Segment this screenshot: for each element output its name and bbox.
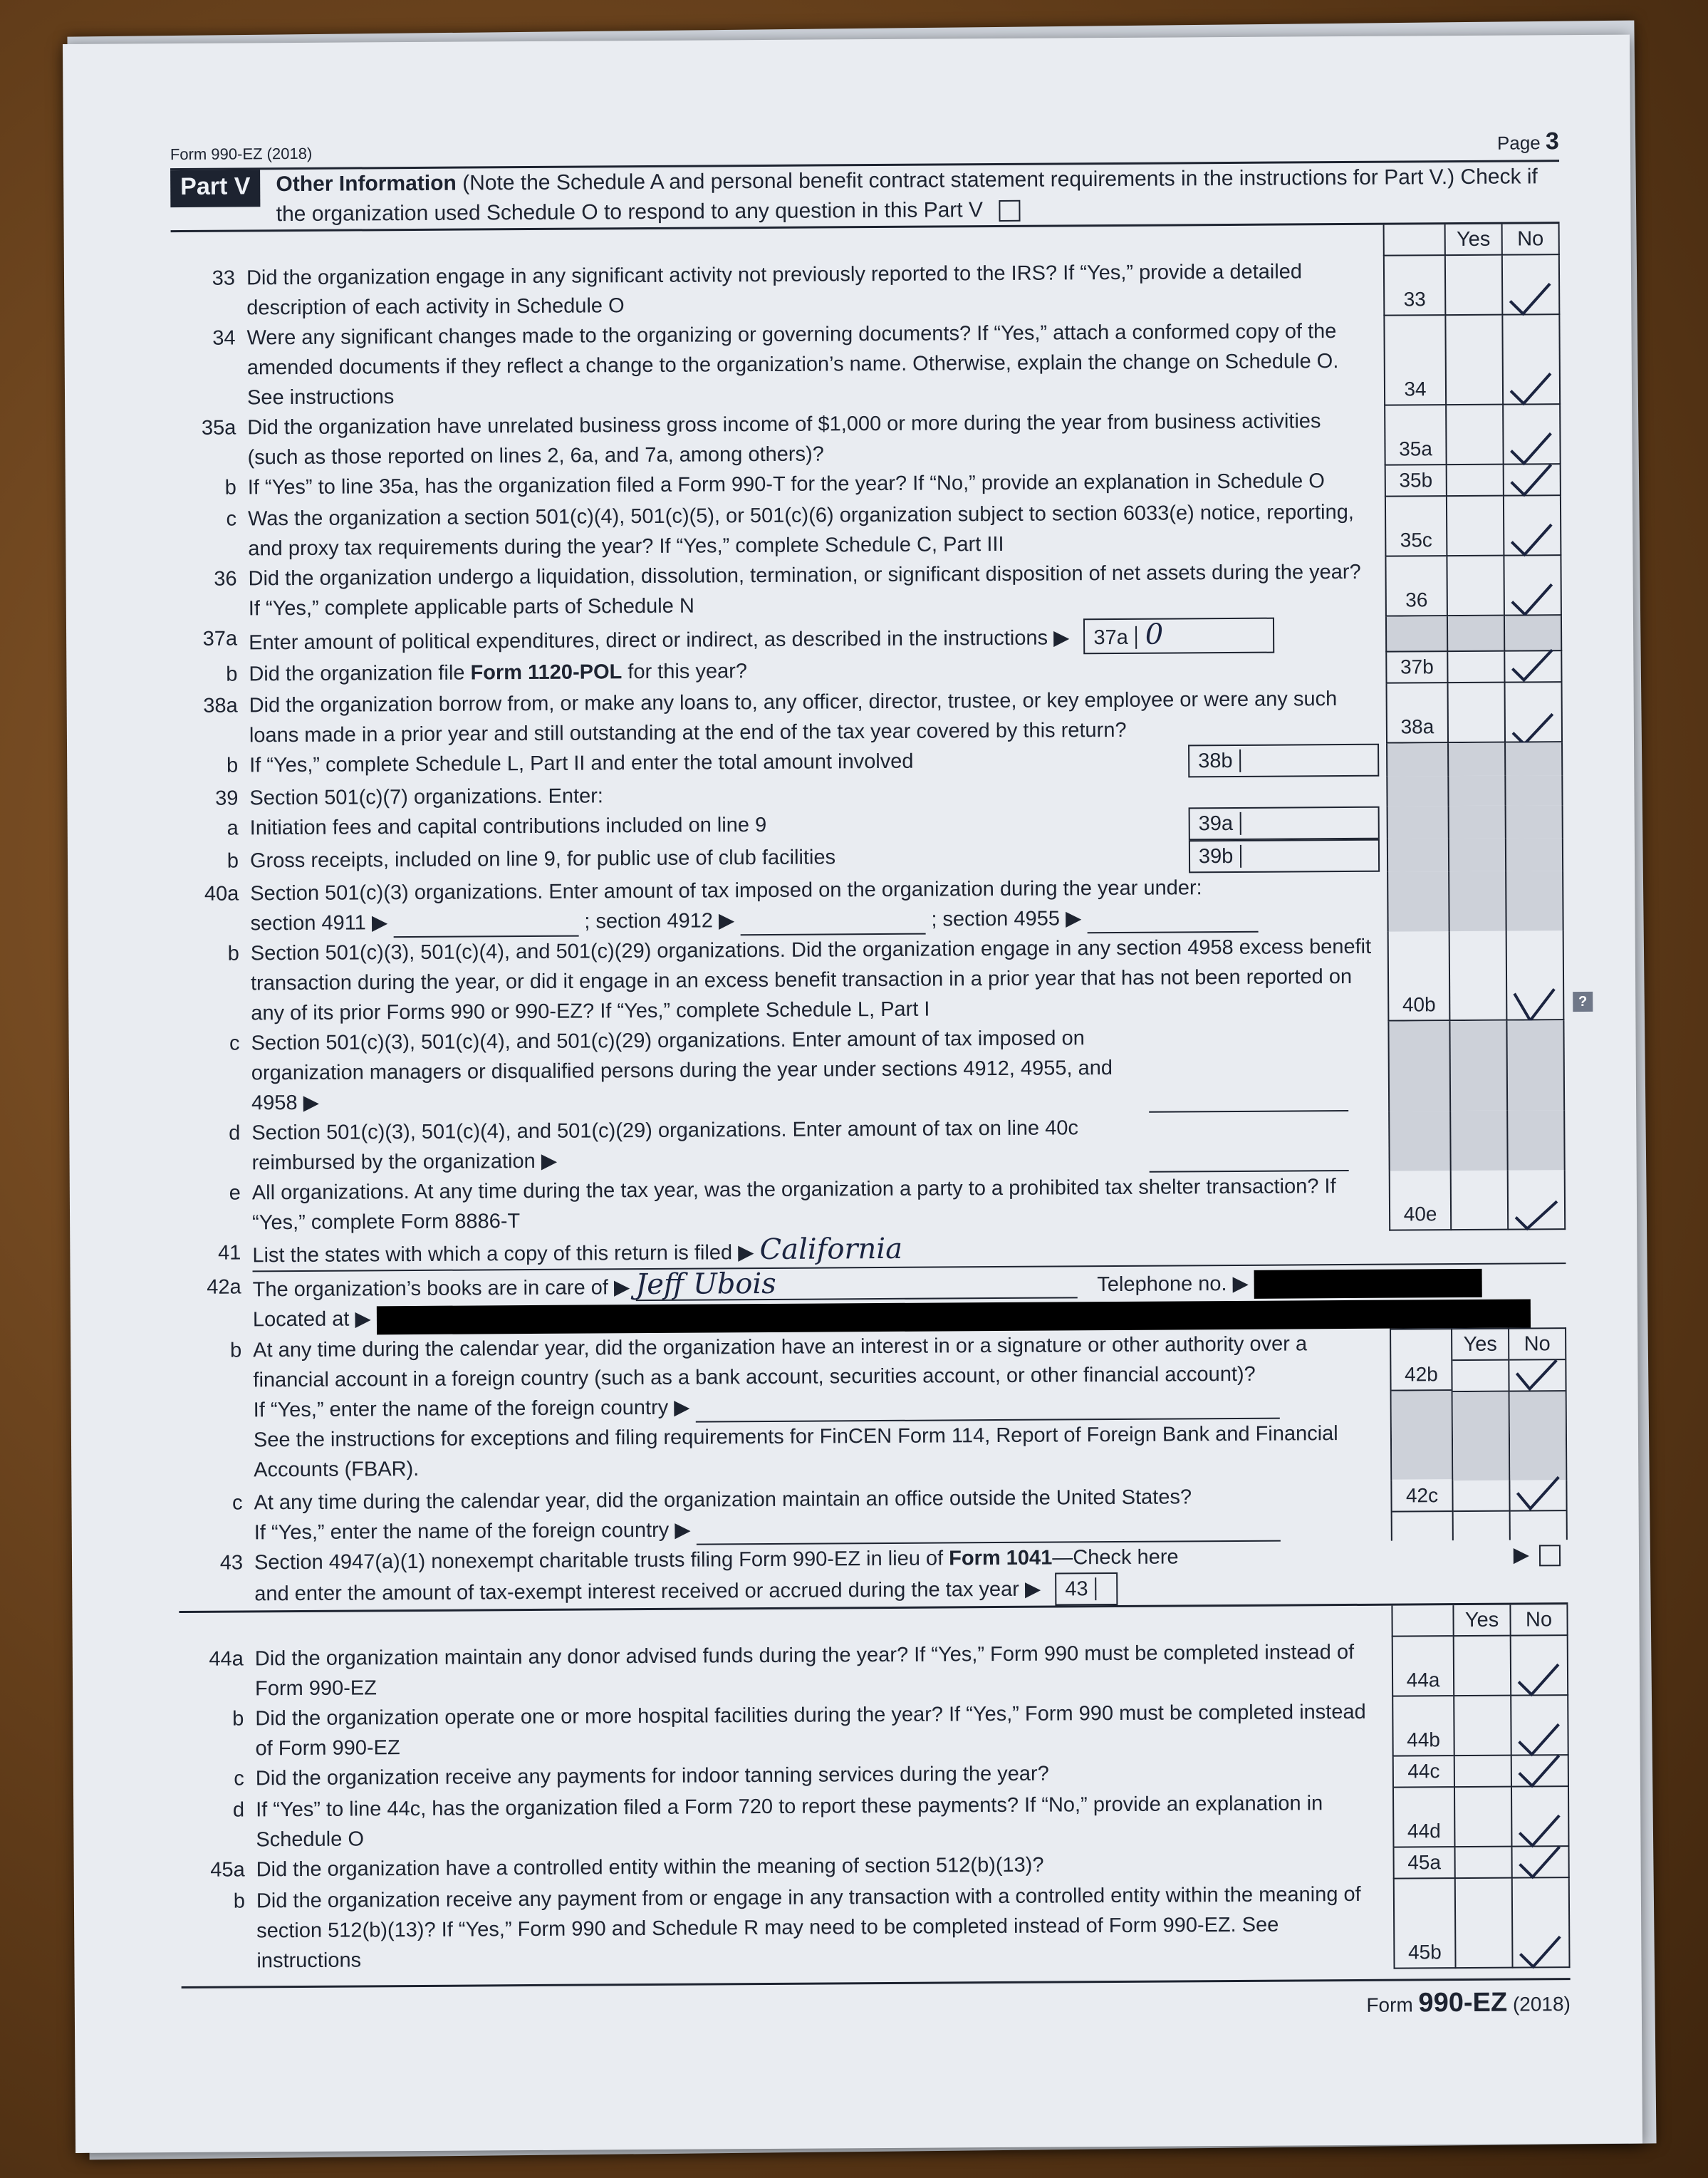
ref-label: 44d [1407,1819,1441,1842]
no-cell[interactable] [1511,1756,1569,1788]
ref-label: 40b [1402,993,1436,1016]
line-40b [175,930,1588,1029]
amount-40d[interactable] [1150,1148,1349,1173]
line-num: e [229,1181,241,1205]
ref-cell [1385,465,1446,497]
yes-blank [1447,743,1504,776]
check-mark-icon [1507,281,1553,318]
check-mark-icon [1508,370,1553,408]
yes-cell[interactable] [1444,256,1502,316]
ref-42b [1390,1328,1452,1481]
line-num: b [227,942,239,965]
part-title-rest: (Note the Schedule A and personal benefit contract statement requirements in the instructions for Part V.) Check if the organization used Schedule O to respond to any question in this Part V [276,165,1538,227]
question-row-45b [181,1878,1571,1976]
yes-blank [1452,1360,1508,1391]
yes-blank [1453,1480,1509,1511]
yes-cell[interactable] [1453,1636,1511,1696]
line-text: Did the organization undergo a liquidation, dissolution, termination, or significant disposition of net assets during the year? If “Yes,” complete applicable parts of Schedule N [248,560,1361,621]
ref-cell [1392,1788,1454,1848]
amount-box-39b[interactable] [1189,839,1380,873]
line-num: d [229,1121,241,1145]
t: At any time during the calendar year, did the organization maintain an office outside the United States? [254,1485,1192,1515]
yes-cell-40e[interactable] [1450,1171,1508,1230]
line-num: 35a [201,416,236,440]
line-num: b [226,754,239,777]
line-num: 33 [212,266,236,290]
check-mark-icon [1514,1356,1559,1393]
line-num: c [234,1767,244,1790]
question-row-33 [171,255,1560,323]
line-num: 37a [202,627,238,650]
check-mark-icon [1517,1934,1563,1971]
yes-cell[interactable] [1454,1847,1511,1878]
yes-cell[interactable] [1454,1787,1511,1847]
located-label: Located at ▶ [252,1307,371,1332]
t1: Did the organization file [249,661,465,686]
form-content [170,128,1588,2026]
yes-cell[interactable] [1453,1696,1511,1756]
yes-cell[interactable] [1446,465,1503,497]
yes-cell-42c[interactable] [1452,1480,1509,1540]
ref-label: 45b [1407,1940,1442,1964]
t: Section 501(c)(3) organizations. Enter amount of tax imposed on the organization during the year under: [250,876,1202,906]
line-38a [174,683,1563,751]
line-num: d [232,1798,245,1822]
question-row-44d [180,1787,1569,1855]
t: Section 501(c)(3), 501(c)(4), and 501(c)(29) organizations. Enter amount of tax imposed on organization managers or disqualified persons during the year under sections 4912, 4955, and 4958 ▶ [251,1027,1113,1115]
part-title [276,162,1559,229]
ref-blank [1385,616,1447,653]
ref-blank [1387,806,1448,839]
yes-blank [1447,616,1504,652]
t3: —Check here [1052,1545,1179,1570]
yes-cell[interactable] [1445,405,1503,465]
line-text: Did the organization receive any payment from or engage in any transaction with a controlled entity within the meaning of section 512(b)(13)? If “Yes,” Form 990 and Schedule R may need to be completed instead of Form 990-EZ. See instructions [256,1882,1361,1973]
ref-blank [1387,839,1448,872]
line-text: Section 501(c)(3), 501(c)(4), and 501(c)(29) organizations. Did the organization engage in any section 4958 excess benefit transaction during the year, or did it engage in an excess benefit transaction in a prior year that has not been reported on any of its prior Forms 990 or 990-EZ? If “Yes,” complete Schedule L, Part I [250,935,1372,1025]
no-cell[interactable] [1510,1636,1569,1696]
line-37a-text: Enter amount of political expenditures, direct or indirect, as described in the instructions ▶ [249,626,1070,655]
handwritten-books-care[interactable]: Jeff Ubois [635,1267,1077,1301]
t: Gross receipts, included on line 9, for public use of club facilities [249,846,836,873]
line-text: Were any significant changes made to the organizing or governing documents? If “Yes,” attach a conformed copy of the amended documents if they reflect a change to the organization’s name. Otherwise, explain the change on Schedule O. See instructions [246,320,1339,410]
yes-blank [1448,871,1506,931]
line-num: c [231,1491,243,1515]
question-row-36 [172,556,1561,624]
ref-label: 36 [1405,588,1428,611]
line-text [254,1480,1390,1547]
line-num: b [233,1889,246,1913]
yes-cell[interactable] [1454,1756,1511,1787]
ref-cell [1383,256,1445,316]
ref-cell [1385,556,1447,617]
line-42c [178,1480,1567,1548]
fbar-note: See the instructions for exceptions and filing requirements for FinCEN Form 114, Report of Foreign Bank and Financial Accounts (FBAR). [253,1421,1338,1482]
line-text [253,1328,1390,1488]
line-num: 34 [212,326,236,350]
line-num: 42a [207,1275,241,1299]
ref-42c [1390,1480,1452,1541]
line-num: 38a [203,694,238,717]
no-cell[interactable] [1511,1787,1570,1847]
no-cell-38a[interactable] [1504,683,1563,742]
line-num: c [229,1032,240,1055]
footer-year: (2018) [1512,1992,1571,2016]
check-mark-icon [1516,1753,1562,1790]
ref-40b [1387,931,1449,1022]
t3: for this year? [628,660,748,684]
ref-blank [1387,1021,1449,1111]
line-42a [177,1264,1567,1336]
amount-40c[interactable] [1149,1089,1348,1113]
line-num: a [226,816,239,840]
part-title-bold: Other Information [276,171,457,197]
question-row-44a [179,1636,1568,1704]
yes-blank [1449,1021,1506,1111]
ref-cell [1392,1847,1454,1879]
yes-cell[interactable] [1454,1878,1512,1968]
line-43 [179,1540,1568,1613]
line-text [251,1022,1388,1119]
no-blank [1504,742,1563,776]
t2: Form 1120-POL [470,660,623,685]
no-cell-42b[interactable] [1508,1327,1567,1480]
no-cell[interactable] [1502,405,1561,465]
line-text: Did the organization have a controlled entity within the meaning of section 512(b)(13)? [256,1853,1044,1882]
ref-label: 38a [1400,715,1434,738]
line-text: Did the organization borrow from, or make any loans to, any officer, director, trustee, or key employee or were any such loans made in a prior year and still outstanding at the end of the tax year covered by this return? [249,688,1338,747]
no-cell-42c[interactable] [1509,1480,1568,1540]
question-row-35a [172,405,1561,473]
shade [1453,1391,1509,1480]
yes-blank [1447,776,1504,806]
redacted-phone [1254,1269,1482,1299]
line-num: 41 [218,1241,241,1265]
line-num: 45a [210,1858,245,1882]
help-icon[interactable]: ? [1573,992,1593,1012]
line-text: Did the organization have unrelated business gross income of $1,000 or more during the year from business activities (such as those reported on lines 2, 6a, and 7a, among others)? [247,410,1321,470]
yes-cell-38a[interactable] [1447,683,1505,743]
ref-blank [1387,871,1449,932]
ref-40e [1389,1171,1451,1231]
no-cell[interactable] [1501,255,1561,315]
line-40e [177,1170,1566,1238]
ref-cell [1384,405,1446,466]
line-40a [175,871,1563,939]
no-cell[interactable] [1503,465,1561,497]
box-label: 43 [1065,1577,1096,1600]
line-42b [177,1327,1567,1488]
ref-label: 33 [1403,288,1426,311]
ref-label: 35b [1399,469,1433,492]
page-number [1497,128,1559,156]
line-num: 36 [214,567,237,591]
yes-header-2: Yes [1452,1329,1508,1360]
no-header-2: No [1509,1329,1565,1360]
amount-box-39a[interactable] [1189,807,1380,841]
ref-label: 44c [1407,1759,1440,1783]
t1: Section 4947(a)(1) nonexempt charitable trusts filing Form 990-EZ in lieu of [254,1547,944,1575]
form-page [63,35,1642,2153]
no-answer [1510,1480,1566,1511]
t: At any time during the calendar year, did the organization have an interest in or a signature or other authority over a financial account in a foreign country (such as a bank account, securities account, or other financial account)? [253,1332,1308,1392]
s4912-label: ; section 4912 ▶ [584,909,735,933]
box-label: 38b [1198,750,1241,772]
arrow-right-icon: ▶ [1513,1543,1530,1567]
amount-box-43[interactable] [1055,1572,1118,1606]
phone-label: Telephone no. ▶ [1097,1272,1249,1297]
no-blank [1504,775,1563,806]
no-cell[interactable] [1503,496,1562,556]
ref-cell [1392,1637,1454,1697]
s4955-field[interactable] [1087,910,1258,933]
no-answer [1509,1360,1565,1391]
no-blank [1505,871,1564,930]
no-blank [1506,1020,1565,1110]
no-cell[interactable] [1511,1878,1571,1968]
ref-label: 45a [1407,1850,1442,1874]
no-blank [1504,616,1562,652]
ref-cell [1392,1756,1454,1788]
line-num: c [226,507,237,531]
line-text: Section 501(c)(7) organizations. Enter: [249,784,604,810]
ref-label: 44a [1406,1668,1440,1691]
t: Section 501(c)(3), 501(c)(4), and 501(c)(29) organizations. Enter amount of tax on line 40c reimbursed by the organization ▶ [251,1116,1079,1175]
amount-box-37a[interactable] [1083,618,1274,655]
check-mark-icon [1514,1476,1560,1513]
line-num: b [232,1707,244,1731]
line-text [253,1264,1567,1335]
check-mark-icon [1509,647,1555,684]
line-num: 39 [215,787,239,810]
country-field-42b[interactable] [696,1396,1280,1422]
yes-cell[interactable] [1444,316,1502,405]
country-field-42c[interactable] [697,1518,1281,1545]
yes-blank [1448,806,1505,839]
handwritten-states[interactable]: California [759,1232,903,1267]
check-mark-icon [1509,522,1554,559]
line-num: 40a [204,882,239,906]
yes-cell-37b[interactable] [1447,652,1504,683]
trust-checkbox[interactable] [1539,1545,1561,1566]
yes-cell[interactable] [1446,497,1504,556]
no-header: No [1501,224,1560,256]
line-text: All organizations. At any time during the tax year, was the organization a party to a prohibited tax shelter transaction? If “Yes,” complete Form 8886-T [251,1175,1336,1235]
line-text: If “Yes” to line 44c, has the organization filed a Form 720 to report these payments? If “No,” provide an explanation in Schedule O [256,1791,1323,1852]
if-yes-country: If “Yes,” enter the name of the foreign country ▶ [254,1518,691,1545]
no-cell[interactable] [1501,315,1561,405]
page-footer [182,1978,1571,2026]
schedule-o-checkbox[interactable] [999,200,1020,222]
line-text: Did the organization operate one or more hospital facilities during the year? If “Yes,” Form 990 must be completed instead of Form 990-EZ [255,1700,1366,1760]
no-header-3: No [1509,1604,1568,1637]
line-40d [176,1110,1565,1178]
yes-blank [1449,1111,1507,1171]
line-text: Was the organization a section 501(c)(4), 501(c)(5), or 501(c)(6) organization subject to section 6033(e) notice, reporting, and proxy tax requirements during the year? If “Yes,” complete Schedule C, Part III [247,500,1354,561]
no-cell[interactable] [1511,1847,1569,1879]
line-text [251,1111,1388,1178]
line-40c [175,1020,1565,1119]
form-id: Form 990-EZ (2018) [170,144,313,164]
header-blank [1383,224,1444,256]
line-text [254,1540,1568,1610]
ref-label: 34 [1404,378,1427,400]
if-yes-country: If “Yes,” enter the name of the foreign country ▶ [253,1396,690,1422]
box-label: 39b [1199,845,1242,868]
ref-blank [1386,776,1447,807]
yes-header: Yes [1444,224,1501,256]
page-word: Page [1496,132,1541,154]
ref-label: 44b [1407,1728,1441,1751]
footer-name: 990-EZ [1418,1987,1508,2018]
check-mark-icon [1516,1844,1562,1881]
part-label: Part V [170,170,261,207]
no-cell[interactable] [1510,1696,1569,1756]
page-top [170,128,1559,164]
no-blank [1505,838,1563,871]
line-text: If “Yes” to line 35a, has the organization filed a Form 990-T for the year? If “No,” provide an explanation in Schedule O [247,470,1325,499]
question-row-44b [179,1696,1568,1764]
handwritten-37a: 0 [1145,618,1164,651]
line-text: Did the organization maintain any donor advised funds during the year? If “Yes,” Form 990 must be completed instead of Form 990-EZ [254,1640,1355,1701]
line-num: b [226,849,239,873]
ref-label: 40e [1403,1203,1437,1225]
t: List the states with which a copy of this return is filed ▶ [252,1241,754,1267]
line-num: 44a [209,1647,244,1671]
t: If “Yes,” complete Schedule L, Part II and enter the total amount involved [249,750,914,777]
ref-blank [1386,743,1447,777]
box-label: 39a [1199,812,1242,835]
yes-cell-40b[interactable] [1449,931,1506,1021]
t: Initiation fees and capital contributions included on line 9 [249,813,767,840]
s4912-field[interactable] [740,912,925,936]
no-cell[interactable] [1503,556,1562,616]
ref-cell [1393,1879,1455,1969]
line-num: b [226,663,238,686]
amount-box-38b[interactable] [1188,744,1379,778]
shade [1392,1391,1452,1480]
line-num: b [224,476,236,499]
ref-label: 35c [1400,529,1432,551]
question-row-34 [171,315,1561,413]
line-num: b [229,1339,242,1362]
no-cell-40e[interactable] [1507,1170,1566,1230]
check-mark-icon [1509,462,1554,499]
check-mark-icon [1513,1196,1558,1233]
ref-cell [1383,316,1445,406]
ref-label: 35a [1399,437,1432,460]
t: The organization’s books are in care of ▶ [252,1276,630,1302]
footer-form: Form [1366,1993,1413,2016]
yes-header-3: Yes [1452,1604,1509,1636]
ref-cell [1392,1696,1454,1757]
check-mark-icon [1509,581,1555,618]
part-header [170,160,1560,232]
questions-44-45 [179,1636,1571,1976]
check-mark-icon [1516,1661,1561,1699]
ref-label: 42b [1391,1329,1452,1391]
no-cell-40b[interactable] [1506,930,1565,1020]
yes-blank [1448,839,1505,871]
s4911-label: section 4911 ▶ [250,911,388,935]
ref-37b: 37b [1385,652,1447,684]
no-cell-37b[interactable] [1504,651,1562,683]
ref-blank [1388,1111,1450,1171]
check-mark-icon [1511,987,1557,1025]
yes-cell-42b[interactable] [1451,1327,1509,1480]
header-blank [1391,1605,1452,1637]
line-text [250,872,1387,939]
t2: Form 1041 [949,1546,1053,1570]
ref-cell [1385,497,1447,557]
line-text: Did the organization receive any payments for indoor tanning services during the year? [255,1762,1049,1790]
line-text: Did the organization engage in any significant activity not previously reported to the IRS? If “Yes,” provide a detailed description of each activity in Schedule O [246,260,1303,320]
questions-33-36 [171,255,1562,624]
no-blank [1506,1110,1566,1170]
page-num: 3 [1545,128,1559,155]
box-label: 37a [1093,626,1137,649]
yes-cell[interactable] [1446,556,1504,616]
line-num: 43 [219,1551,244,1575]
s4955-label: ; section 4955 ▶ [931,907,1082,931]
question-row-35c [172,496,1561,564]
shade [1510,1391,1566,1480]
ref-38a [1386,683,1448,744]
t4: and enter the amount of tax-exempt interest received or accrued during the tax year ▶ [254,1577,1041,1606]
no-blank [1505,805,1563,839]
s4911-field[interactable] [393,914,578,938]
ref-label: 42c [1392,1480,1452,1513]
